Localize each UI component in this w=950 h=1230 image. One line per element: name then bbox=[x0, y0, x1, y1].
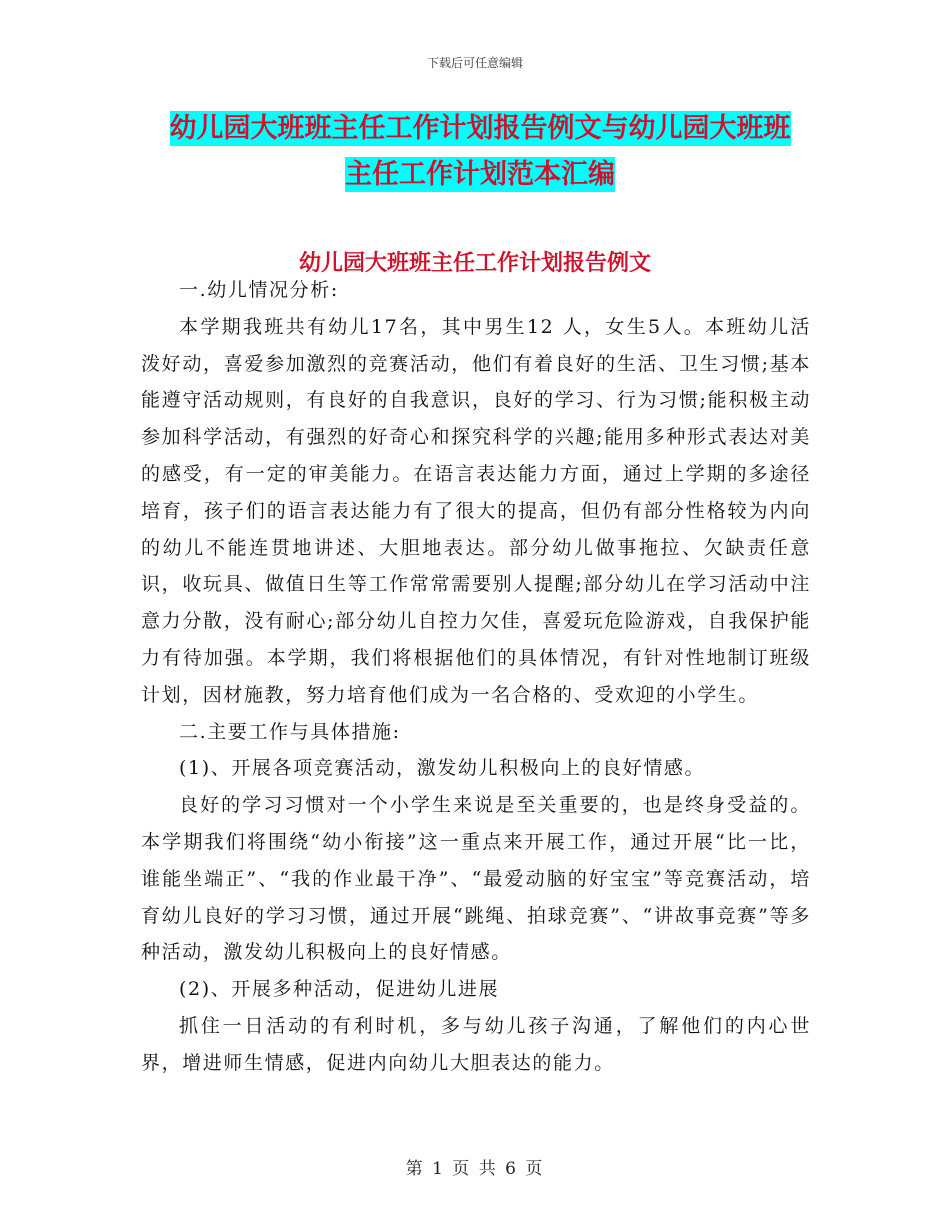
paragraph-subheading-2: (2)、开展多种活动，促进幼儿进展 bbox=[179, 978, 500, 1001]
paragraph: 抓住一日活动的有利时机，多与幼儿孩子沟通，了解他们的内心世界，增进师生情感，促进内向幼儿大胆表达的能力。 bbox=[141, 1014, 811, 1074]
page-footer: 第 1 页 共 6 页 bbox=[405, 1159, 545, 1179]
title-line-2: 主任工作计划范本汇编 bbox=[345, 159, 615, 190]
title-line-1: 幼儿园大班班主任工作计划报告例文与幼儿园大班班 bbox=[169, 113, 791, 144]
document-title bbox=[140, 106, 820, 198]
document-body bbox=[141, 272, 811, 1082]
paragraph: 本学期我班共有幼儿17名，其中男生12 人，女生5人。本班幼儿活泼好动，喜爱参加激烈的竞赛活动，他们有着良好的生活、卫生习惯;基本能遵守活动规则，有良好的自我意识，良好的学习、行为习惯;能积极主动参加科学活动，有强烈的好奇心和探究科学的兴趣;能用多种形式表达对美的感受，有一定的审美能力。在语言表达能力方面，通过上学期的多途径培育，孩子们的语言表达能力有了很大的提高，但仍有部分性格较为内向的幼儿不能连贯地讲述、大胆地表达。部分幼儿做事拖拉、欠缺责任意识，收玩具、做值日生等工作常常需要别人提醒;部分幼儿在学习活动中注意力分散，没有耐心;部分幼儿自控力欠佳，喜爱玩危险游戏，自我保护能力有待加强。本学期，我们将根据他们的具体情况，有针对性地制订班级计划，因材施教，努力培育他们成为一名合格的、受欢迎的小学生。 bbox=[141, 315, 811, 706]
page-header-note: 下载后可任意编辑 bbox=[426, 56, 523, 70]
section-title: 幼儿园大班班主任工作计划报告例文 bbox=[298, 251, 651, 276]
paragraph-heading-1: 一.幼儿情况分析: bbox=[179, 279, 339, 301]
paragraph-subheading-1: (1)、开展各项竞赛活动，激发幼儿积极向上的良好情感。 bbox=[179, 757, 706, 780]
paragraph-heading-2: 二.主要工作与具体措施: bbox=[179, 720, 401, 743]
paragraph: 良好的学习习惯对一个小学生来说是至关重要的，也是终身受益的。本学期我们将围绕“幼小衔接”这一重点来开展工作，通过开展“比一比，谁能坐端正”、“我的作业最干净”、“最爱动脑的好宝宝”等竞赛活动，培育幼儿良好的学习习惯，通过开展“跳绳、拍球竞赛”、“讲故事竞赛”等多种活动，激发幼儿积极向上的良好情感。 bbox=[141, 794, 811, 964]
